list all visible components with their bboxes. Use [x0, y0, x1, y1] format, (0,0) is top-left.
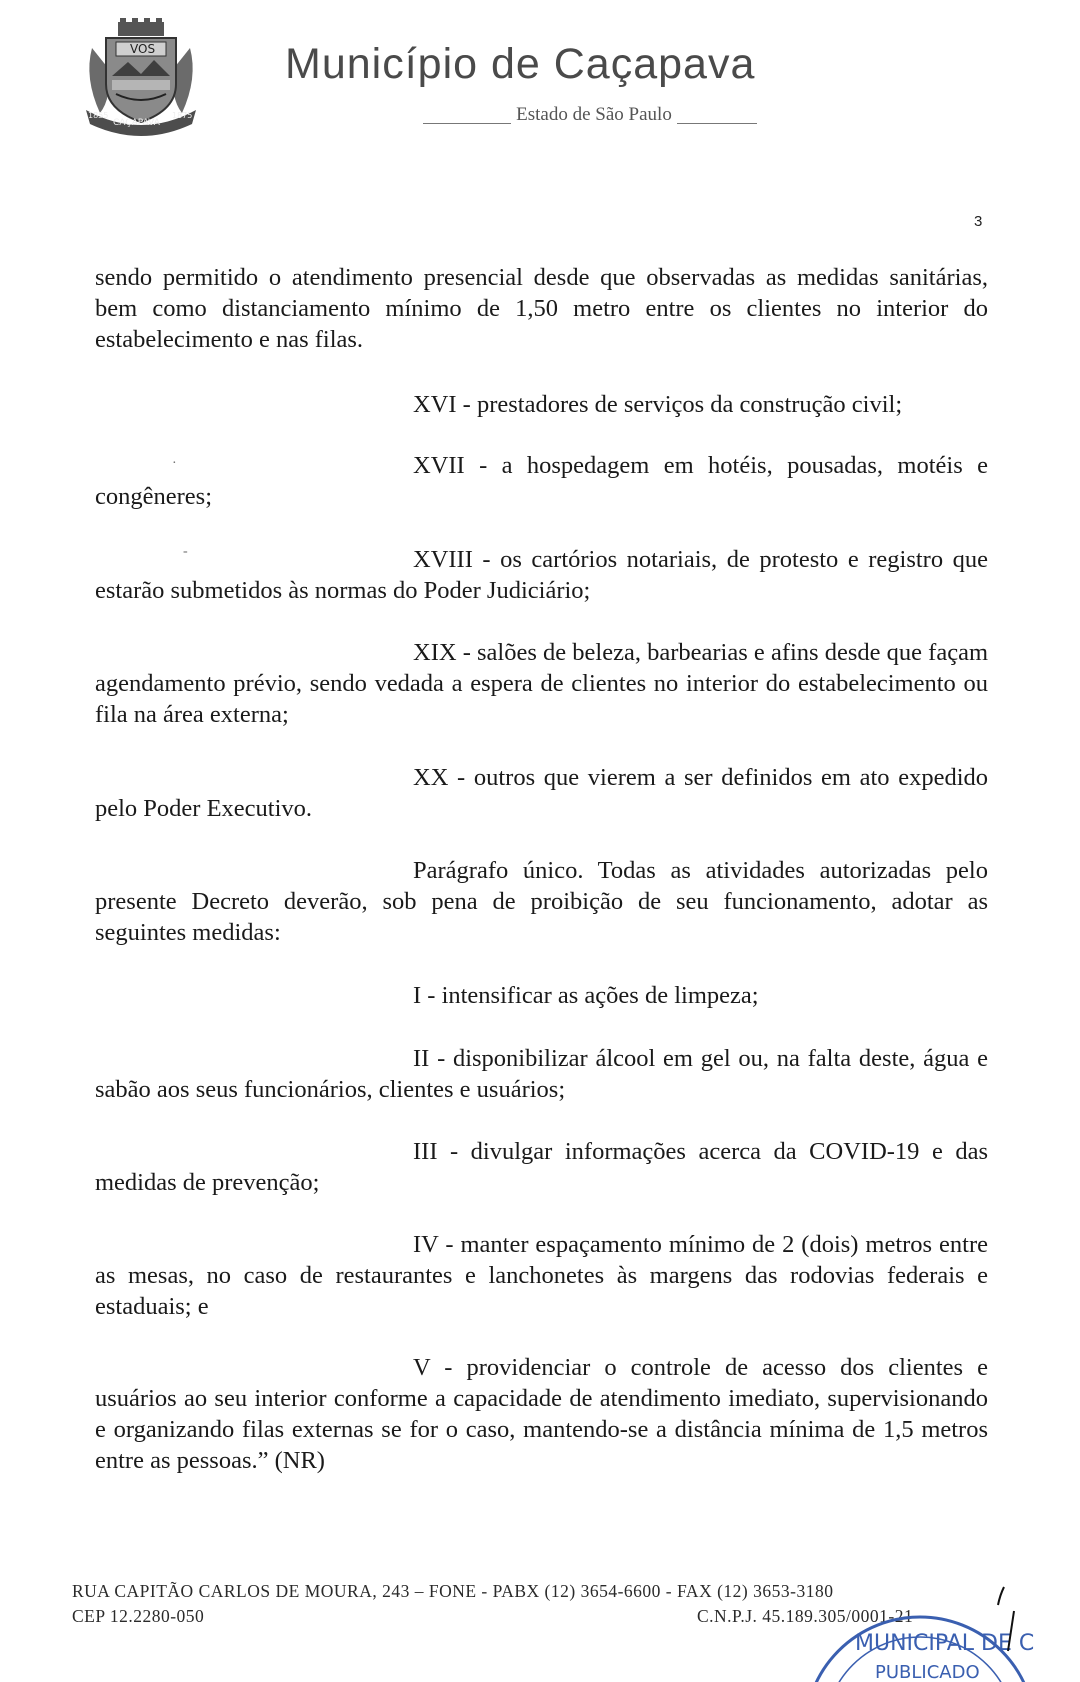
handwritten-initials: [992, 1585, 1022, 1655]
measure-v: V - providenciar o controle de acesso dos clientes e usuários ao seu interior conforme a capacidade de atendimento imediato, supervisionando e organizando filas externas se for o caso, mantendo-se a distância mínima de 1,5 metros entre as pessoas.” (NR): [95, 1354, 988, 1474]
measure-ii: II - disponibilizar álcool em gel ou, na falta deste, água e sabão aos seus funcionários, clientes e usuários;: [95, 1045, 988, 1103]
scan-speck: -: [183, 544, 188, 559]
footer-address: RUA CAPITÃO CARLOS DE MOURA, 243 – FONE - PABX (12) 3654-6600 - FAX (12) 3653-3180: [72, 1581, 834, 1601]
sole-paragraph: Parágrafo único. Todas as atividades autorizadas pelo presente Decreto deverão, sob pena de proibição de seu funcionamento, adotar as seguintes medidas:: [95, 857, 988, 946]
item-xviii: XVIII - os cartórios notariais, de protesto e registro que estarão submetidos às normas do Poder Judiciário;: [95, 546, 988, 604]
measure-i: I - intensificar as ações de limpeza;: [413, 982, 759, 1009]
state-subtitle: [380, 104, 800, 126]
svg-text:MUNICIPAL DE C: MUNICIPAL DE C: [855, 1631, 1035, 1656]
measure-iv: IV - manter espaçamento mínimo de 2 (dois) metros entre as mesas, no caso de restaurantes e lanchonetes às margens das rodovias federais e estaduais; e: [95, 1231, 988, 1320]
scan-speck: ·: [172, 456, 177, 471]
crest-motto: VOS: [130, 42, 156, 56]
measure-iii: III - divulgar informações acerca da COVID-19 e das medidas de prevenção;: [95, 1138, 988, 1196]
svg-text:PUBLICADO: PUBLICADO: [875, 1662, 980, 1682]
subtitle-rule-left: [423, 123, 511, 124]
item-xvii: XVII - a hospedagem em hotéis, pousadas, motéis e: [413, 452, 988, 479]
municipality-title: Município de Caçapava: [285, 40, 756, 88]
state-subtitle-text: Estado de São Paulo: [516, 104, 672, 125]
footer-cep: CEP 12.2280-050: [72, 1606, 205, 1626]
item-xvii-continuation: congêneres;: [95, 483, 212, 510]
publication-stamp: [780, 1612, 1035, 1682]
item-xx: XX - outros que vierem a ser definidos em ato expedido pelo Poder Executivo.: [95, 764, 988, 822]
item-xvi: XVI - prestadores de serviços da construção civil;: [413, 391, 903, 418]
crest-banner-text: CAÇAPAVA: [113, 118, 160, 128]
item-xix: XIX - salões de beleza, barbearias e afins desde que façam agendamento prévio, sendo vedada a espera de clientes no interior do estabelecimento ou fila na área externa;: [95, 639, 988, 728]
crest-year-right: 1875: [172, 111, 193, 120]
page-number: 3: [974, 213, 983, 230]
subtitle-rule-right: [677, 123, 757, 124]
crest-year-left: 1855: [88, 111, 109, 120]
footer-cnpj: C.N.P.J. 45.189.305/0001-21: [697, 1606, 914, 1626]
paragraph-continuation: sendo permitido o atendimento presencial desde que observadas as medidas sanitárias, bem como distanciamento mínimo de 1,50 metro entre os clientes no interior do estabelecimento e nas filas.: [95, 264, 988, 353]
